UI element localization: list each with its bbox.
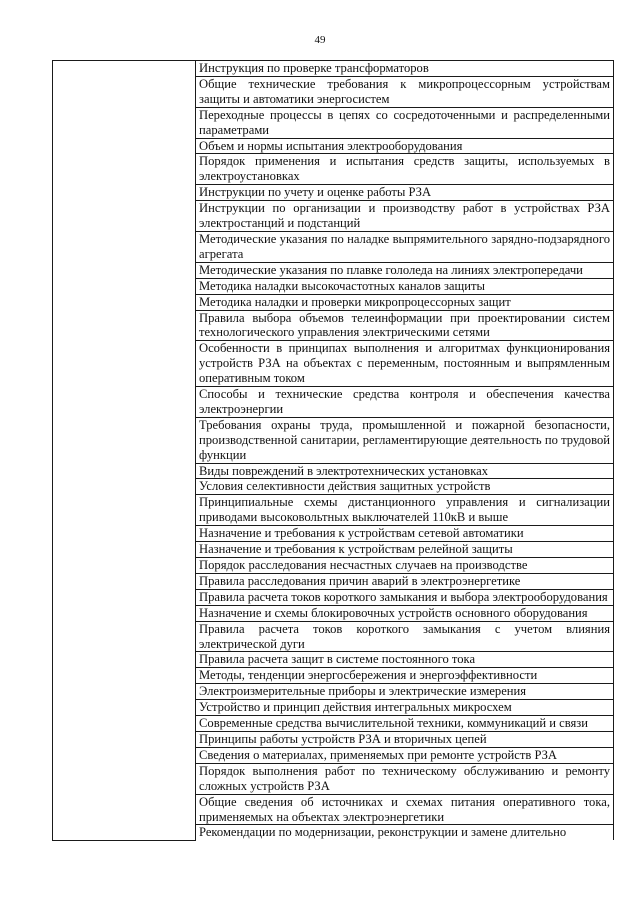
knowledge-item: Правила расчета защит в системе постоянного тока: [196, 652, 614, 668]
knowledge-item: Назначение и схемы блокировочных устройств основного оборудования: [196, 605, 614, 621]
knowledge-item: Виды повреждений в электротехнических установках: [196, 463, 614, 479]
knowledge-item: Общие технические требования к микропроцессорным устройствам защиты и автоматики энергосистем: [196, 76, 614, 107]
knowledge-item: Методические указания по плавке гололеда на линиях электропередачи: [196, 262, 614, 278]
knowledge-item: Назначение и требования к устройствам релейной защиты: [196, 542, 614, 558]
knowledge-item: Устройство и принцип действия интегральных микросхем: [196, 700, 614, 716]
knowledge-item: Порядок расследования несчастных случаев на производстве: [196, 558, 614, 574]
knowledge-item: Инструкции по организации и производству работ в устройствах РЗА электростанций и подстанций: [196, 201, 614, 232]
knowledge-item: Правила расчета токов короткого замыкания и выбора электрооборудования: [196, 589, 614, 605]
knowledge-item: Условия селективности действия защитных устройств: [196, 479, 614, 495]
knowledge-item: Объем и нормы испытания электрооборудования: [196, 138, 614, 154]
knowledge-item: Принципиальные схемы дистанционного управления и сигнализации приводами высоковольтных выключателей 110кВ и выше: [196, 495, 614, 526]
knowledge-item: Правила расчета токов короткого замыкания с учетом влияния электрической дуги: [196, 621, 614, 652]
knowledge-item: Требования охраны труда, промышленной и пожарной безопасности, производственной санитарии, регламентирующие деятельность по трудовой функции: [196, 417, 614, 463]
knowledge-item: Порядок применения и испытания средств защиты, используемых в электроустановках: [196, 154, 614, 185]
table-row: [53, 61, 614, 77]
knowledge-item: Назначение и требования к устройствам сетевой автоматики: [196, 526, 614, 542]
knowledge-item: Методика наладки и проверки микропроцессорных защит: [196, 294, 614, 310]
requirements-table-body: [53, 61, 614, 841]
knowledge-item: Особенности в принципах выполнения и алгоритмах функционирования устройств РЗА на объектах с переменным, постоянным и выпрямленным оперативным током: [196, 341, 614, 387]
knowledge-item: Правила расследования причин аварий в электроэнергетике: [196, 573, 614, 589]
requirements-table: [52, 60, 614, 841]
knowledge-item: Методические указания по наладке выпрямительного зарядно-подзарядного агрегата: [196, 231, 614, 262]
knowledge-item: Порядок выполнения работ по техническому обслуживанию и ремонту сложных устройств РЗА: [196, 763, 614, 794]
knowledge-item: Переходные процессы в цепях со сосредоточенными и распределенными параметрами: [196, 107, 614, 138]
knowledge-item: Рекомендации по модернизации, реконструкции и замене длительно: [196, 825, 614, 840]
knowledge-item: Способы и технические средства контроля и обеспечения качества электроэнергии: [196, 387, 614, 418]
knowledge-item: Инструкции по учету и оценке работы РЗА: [196, 185, 614, 201]
knowledge-item: Электроизмерительные приборы и электрические измерения: [196, 684, 614, 700]
knowledge-item: Методы, тенденции энергосбережения и энергоэффективности: [196, 668, 614, 684]
page-number: 49: [314, 34, 326, 46]
knowledge-item: Принципы работы устройств РЗА и вторичных цепей: [196, 731, 614, 747]
knowledge-item: Методика наладки высокочастотных каналов защиты: [196, 278, 614, 294]
knowledge-item: Инструкция по проверке трансформаторов: [196, 61, 614, 77]
knowledge-item: Современные средства вычислительной техники, коммуникаций и связи: [196, 716, 614, 732]
label-column-cell: [53, 61, 196, 841]
knowledge-item: Общие сведения об источниках и схемах питания оперативного тока, применяемых на объектах электроэнергетики: [196, 794, 614, 825]
knowledge-item: Сведения о материалах, применяемых при ремонте устройств РЗА: [196, 747, 614, 763]
knowledge-item: Правила выбора объемов телеинформации при проектировании систем технологического управления электрическими сетями: [196, 310, 614, 341]
